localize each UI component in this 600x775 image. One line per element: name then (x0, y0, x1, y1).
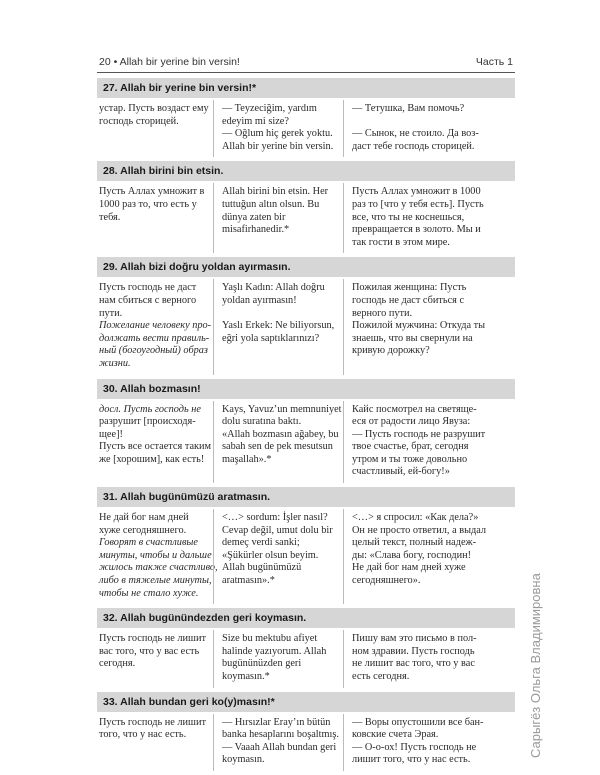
entry-section (97, 161, 515, 253)
text-line: Yaşlı Kadın: Allah doğru (222, 282, 325, 294)
text-line: устар. Пусть воздаст ему (99, 103, 209, 114)
text-line: целый текст, полный надеж- (352, 537, 477, 549)
text-line: Пусть Аллах умножит в (99, 186, 205, 198)
entry-section (97, 692, 515, 771)
text-line: banka hesaplarını boşaltmış. (222, 729, 339, 741)
entry-section (97, 78, 515, 157)
text-line: tuttuğun altın olsun. Bu (222, 198, 320, 210)
text-line: Пожилая женщина: Пусть (352, 282, 467, 294)
text-line: досл. Пусть господь не (99, 403, 201, 415)
text-line: жилось также счастливо, (99, 562, 218, 574)
text-line: минуты, чтобы и дальше (99, 549, 212, 561)
text-line: знаешь, что вы свернули на (352, 332, 473, 344)
text-line: того, что у нас есть. (99, 729, 187, 741)
text-line: превращается в золото. Мы и (352, 224, 481, 236)
text-line: — Oğlum hiç gerek yoktu. (222, 128, 333, 140)
text-line: не лишит вас того, что у вас (352, 658, 475, 670)
text-line: «Allah bozmasın ağabey, bu (222, 428, 339, 440)
entry-row (97, 183, 515, 253)
text-line: утром и ты тоже довольно (352, 453, 468, 465)
entry-row (97, 714, 515, 771)
dictionary-page (97, 78, 515, 775)
text-line: верного пути. (352, 307, 413, 319)
entry-row (97, 509, 515, 604)
text-line: все, что ты не коснешься, (352, 211, 465, 223)
text-line: господь не даст сбиться с (352, 294, 465, 306)
text-line: — Hırsızlar Eray’ın bütün (222, 716, 331, 728)
text-line: нам сбиться с верного (99, 294, 197, 306)
translation-column (97, 279, 213, 374)
text-line: даст тебе господь сторицей. (352, 140, 475, 152)
text-line: сегодняшнего». (352, 575, 421, 587)
text-line: Он не просто ответил, а выдал (352, 524, 487, 536)
text-line: раз то [что у тебя есть]. Пусть (352, 198, 484, 210)
text-line: Не дай бог нам дней хуже (352, 562, 466, 574)
translation-column (97, 401, 213, 484)
entry-title: 28. Allah birini bin etsin. (97, 161, 515, 181)
text-line: — О-о-ох! Пусть господь не (352, 741, 477, 753)
text-line: — Vaaah Allah bundan geri (222, 741, 337, 753)
text-line: Пожилой мужчина: Откуда ты (352, 320, 486, 332)
text-line: misafirhanedir.* (222, 224, 290, 236)
text-line: вас того, что у вас есть (99, 645, 200, 657)
text-line: Не дай бог нам дней (99, 512, 189, 524)
russian-example-column (343, 279, 515, 374)
translation-column (97, 509, 218, 604)
text-line: <…> я спросил: «Как дела?» (352, 512, 479, 524)
text-line: — Сынок, не стоило. Да воз- (352, 128, 479, 140)
text-line: тебя. (99, 211, 121, 223)
text-line: еся от радости лицо Явуза: (352, 416, 471, 428)
text-line: eğri yola saptıklarınızı? (222, 332, 320, 344)
entry-row (97, 100, 515, 157)
text-line: Allah bugünümüzü (222, 562, 302, 574)
text-line: — Тетушка, Вам помочь? (352, 103, 465, 114)
text-line: 1000 раз то, что есть у (99, 198, 197, 210)
text-line: Cevap değil, umut dolu bir (222, 524, 333, 536)
text-line: Пусть господь не лишит (99, 633, 206, 645)
text-line: кривую дорожку? (352, 345, 430, 357)
turkish-example-column (213, 279, 343, 374)
running-header (97, 53, 515, 71)
entry-row (97, 279, 515, 374)
text-line: — Teyzeciğim, yardım (222, 103, 317, 114)
turkish-example-column (213, 714, 343, 771)
entry-title: 33. Allah bundan geri ko(y)masın!* (97, 692, 515, 712)
text-line: edeyim mi size? (222, 115, 289, 127)
text-line: — Пусть господь не разрушит (352, 428, 486, 440)
text-line: есть сегодня. (352, 671, 410, 682)
text-line: bugününüzden geri (222, 658, 302, 670)
text-line: жизни. (99, 357, 131, 369)
turkish-example-column (213, 509, 343, 604)
text-line: Пусть господь не лишит (99, 716, 206, 728)
header-left: 20 • Allah bir yerine bin versin! (99, 56, 240, 68)
text-line: щее]! (99, 428, 123, 440)
text-line: господь сторицей. (99, 115, 179, 127)
text-line: Пожелание человеку про- (99, 320, 212, 332)
text-line: halinde yazıyorum. Allah (222, 645, 327, 657)
text-line: хуже сегодняшнего. (99, 524, 187, 536)
text-line: dolu suratına baktı. (222, 416, 302, 428)
translation-column (97, 630, 213, 687)
text-line: Size bu mektubu afiyet (222, 633, 318, 645)
text-line: должать вести правиль- (99, 332, 210, 344)
text-line: Пишу вам это письмо в пол- (352, 633, 477, 645)
russian-example-column (343, 509, 515, 604)
text-line: Allah bir yerine bin versin. (222, 140, 334, 152)
russian-example-column (343, 714, 515, 771)
turkish-example-column (213, 183, 343, 253)
text-line: demeç verdi sanki; (222, 537, 300, 549)
text-line: maşallah».* (222, 453, 272, 465)
entry-row (97, 630, 515, 687)
russian-example-column (343, 183, 515, 253)
entry-section (97, 608, 515, 687)
text-line: koymasın. (222, 754, 265, 766)
header-rule (97, 72, 515, 73)
entry-title: 30. Allah bozmasın! (97, 379, 515, 399)
text-line: твое счастье, брат, сегодня (352, 441, 469, 453)
entry-row (97, 401, 515, 484)
translation-column (97, 100, 213, 157)
russian-example-column (343, 100, 515, 157)
text-line: yoldan ayırmasın! (222, 294, 297, 306)
turkish-example-column (213, 630, 343, 687)
entry-title: 31. Allah bugünümüzü aratmasın. (97, 487, 515, 507)
text-line: ный (богоугодный) образ (99, 345, 208, 357)
text-line: Пусть Аллах умножит в 1000 (352, 186, 481, 198)
russian-example-column (343, 630, 515, 687)
entry-section (97, 257, 515, 374)
text-line: Пусть все остается таким (99, 441, 212, 453)
text-line: koymasın.* (222, 671, 270, 682)
entry-title: 32. Allah bugünündezden geri koymasın. (97, 608, 515, 628)
russian-example-column (343, 401, 515, 484)
text-line: счастливый, ей-богу!» (352, 466, 450, 478)
text-line: <…> sordum: İşler nasıl? (222, 512, 328, 524)
text-line: пути. (99, 307, 123, 319)
entry-title: 27. Allah bir yerine bin versin!* (97, 78, 515, 98)
text-line: Kays, Yavuz’un memnuniyet (222, 403, 342, 415)
text-line: сегодня. (99, 658, 136, 670)
text-line: чтобы не стало хуже. (99, 587, 199, 599)
text-line: ковские счета Эрая. (352, 729, 439, 741)
text-line: dünya zaten bir (222, 211, 286, 223)
text-line: Yaslı Erkek: Ne biliyorsun, (222, 320, 335, 332)
text-line (352, 116, 513, 129)
text-line: Кайс посмотрел на светяще- (352, 403, 477, 415)
text-line: — Воры опустошили все бан- (352, 716, 484, 728)
entry-section (97, 487, 515, 604)
text-line: Говорят в счастливые (99, 537, 198, 549)
translation-column (97, 183, 213, 253)
text-line: разрушит [происходя- (99, 416, 196, 428)
author-watermark: Сарыгёз Ольга Владимировна (528, 573, 543, 758)
text-line: же [хорошим], как есть! (99, 453, 205, 465)
text-line: либо в тяжелые минуты, (99, 575, 212, 587)
text-line: так гости в этом мире. (352, 236, 450, 248)
text-line: ды: «Слава богу, господин! (352, 549, 472, 561)
text-line (222, 308, 339, 321)
text-line: ном здравии. Пусть господь (352, 645, 475, 657)
text-line: Allah birini bin etsin. Her (222, 186, 329, 198)
translation-column (97, 714, 213, 771)
header-right: Часть 1 (475, 56, 513, 68)
text-line: лишит того, что у нас есть. (352, 754, 471, 766)
text-line: aratmasın».* (222, 575, 275, 587)
turkish-example-column (213, 401, 343, 484)
entry-title: 29. Allah bizi doğru yoldan ayırmasın. (97, 257, 515, 277)
turkish-example-column (213, 100, 343, 157)
entry-section (97, 379, 515, 484)
text-line: «Şükürler olsun beyim. (222, 549, 319, 561)
text-line: sabah sen de pek mesutsun (222, 441, 333, 453)
text-line: Пусть господь не даст (99, 282, 197, 294)
